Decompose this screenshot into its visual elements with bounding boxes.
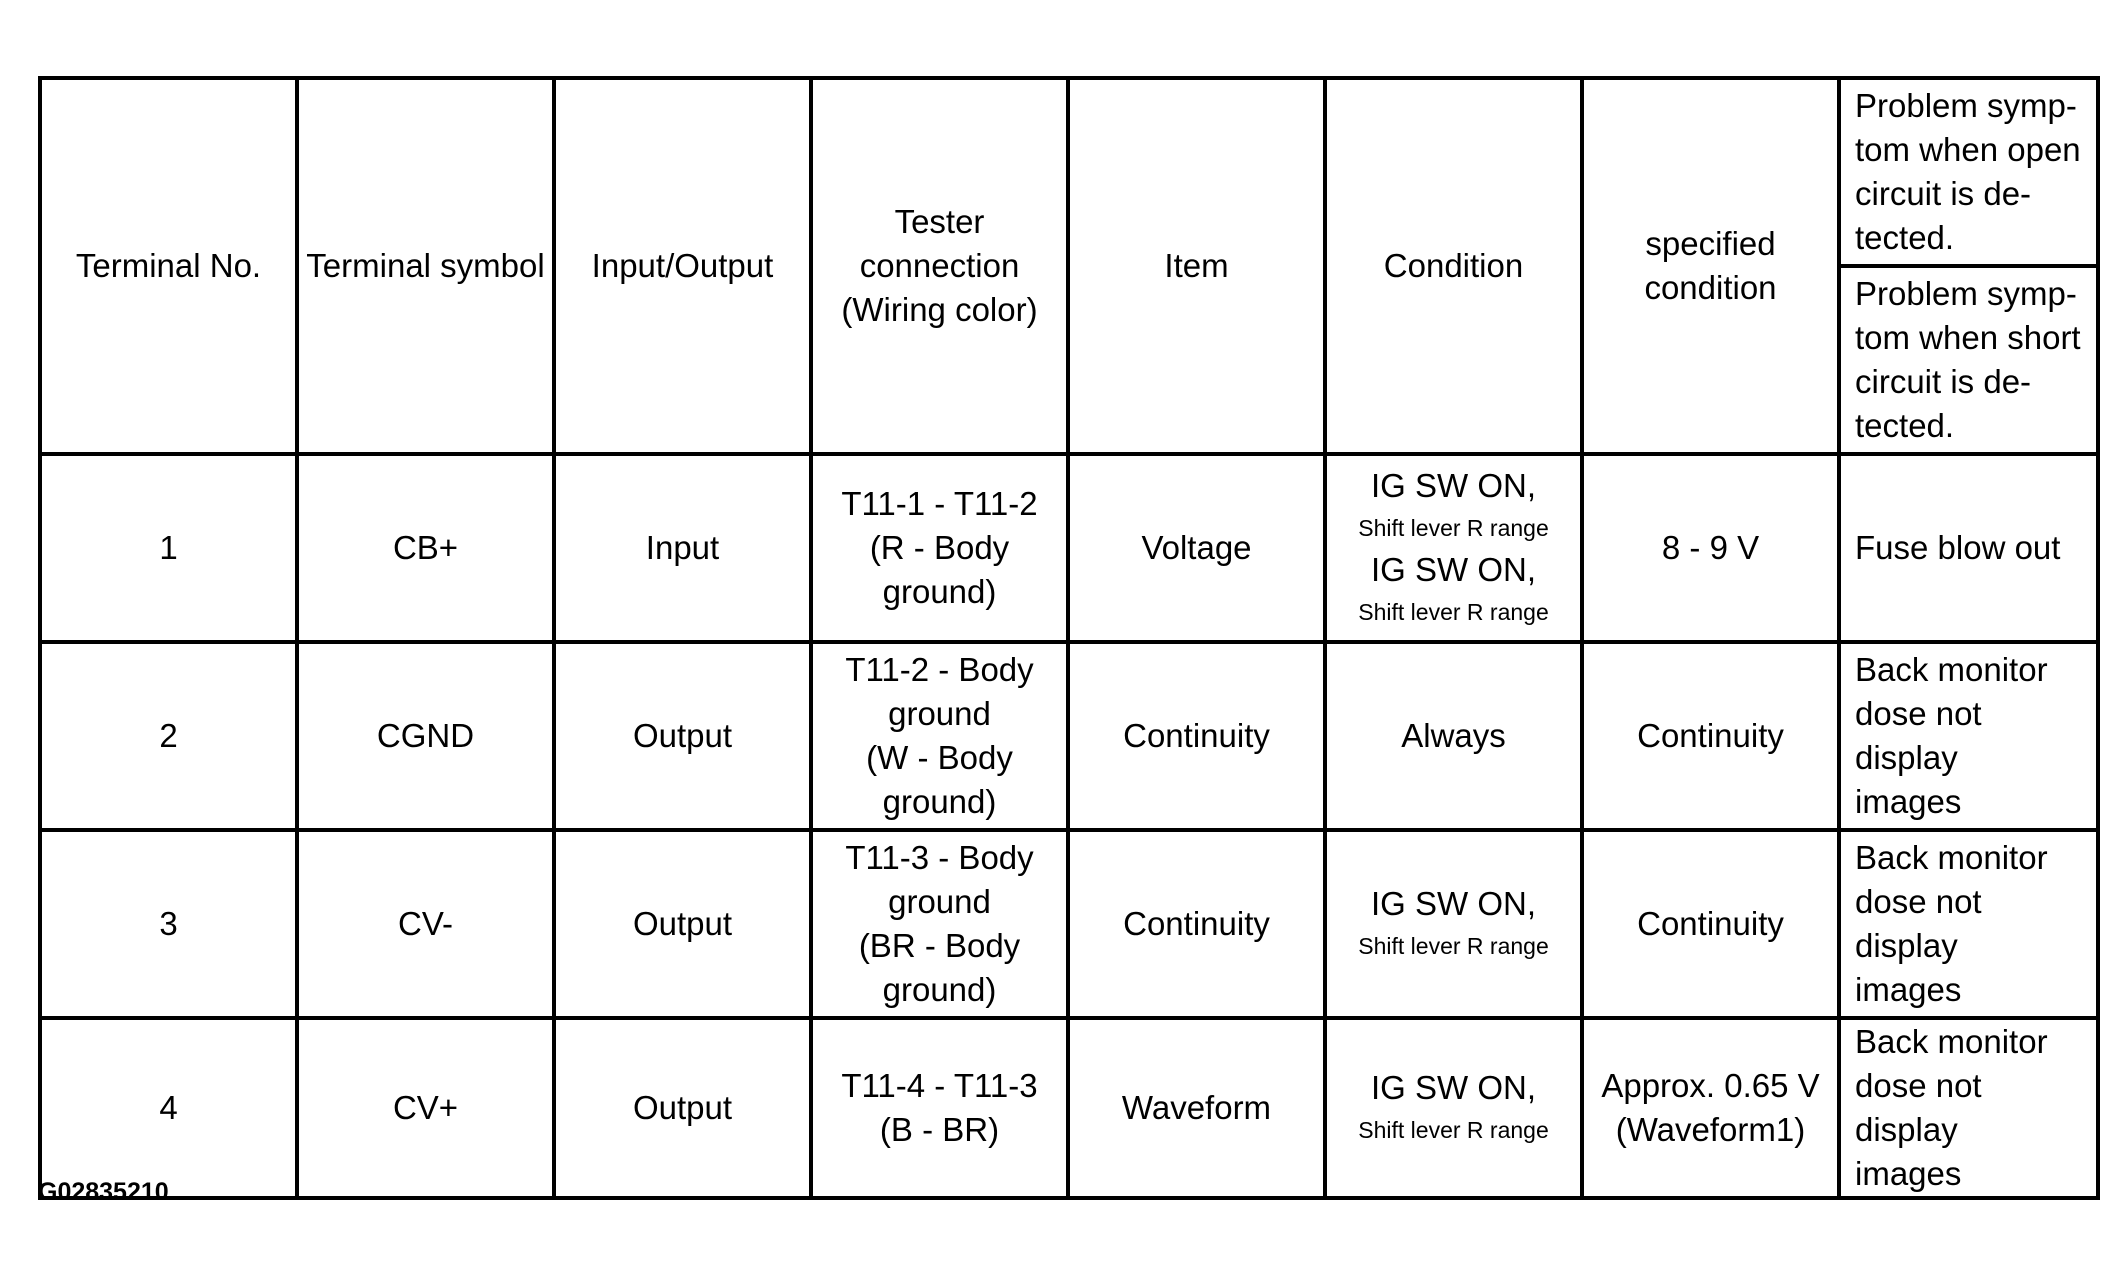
cell-item: Continuity: [1068, 642, 1325, 830]
header-problem-short-line: circuit is de-: [1855, 363, 2032, 400]
cell-terminal-symbol: CB+: [297, 454, 554, 642]
header-tester-line: (Wiring color): [841, 291, 1038, 328]
header-tester-line: connection: [859, 247, 1020, 284]
figure-id: G02835210: [38, 1178, 169, 1206]
cell-terminal-symbol: CV+: [297, 1018, 554, 1198]
header-problem-short: [1839, 266, 2098, 454]
problem-line: Back monitor: [1855, 839, 2048, 876]
header-specified-line: specified: [1645, 225, 1776, 262]
cell-input-output: Output: [554, 1018, 811, 1198]
problem-line: dose not display: [1855, 883, 1982, 964]
header-problem-open-line: tected.: [1855, 219, 1955, 256]
tester-line: (BR - Body: [858, 927, 1021, 964]
condition-sub: Shift lever R range: [1358, 515, 1549, 541]
problem-line: Back monitor: [1855, 1023, 2048, 1060]
tester-line: T11-3 - Body: [845, 839, 1034, 876]
cell-tester-connection: [811, 642, 1068, 830]
tester-line: T11-4 - T11-3: [841, 1067, 1038, 1104]
specified-line: Continuity: [1637, 717, 1784, 754]
cell-problem: [1839, 454, 2098, 642]
header-problem-open-line: tom when open: [1855, 131, 2081, 168]
tester-line: T11-2 - Body: [845, 651, 1034, 688]
header-problem-open-line: circuit is de-: [1855, 175, 2032, 212]
cell-item: Continuity: [1068, 830, 1325, 1018]
header-problem-open-line: Problem symp-: [1855, 87, 2077, 124]
cell-terminal-no: 3: [40, 830, 297, 1018]
tester-line: (W - Body: [866, 739, 1013, 776]
cell-condition: [1325, 830, 1582, 1018]
condition-sub: Shift lever R range: [1358, 933, 1549, 959]
cell-terminal-symbol: CGND: [297, 642, 554, 830]
cell-terminal-no: 1: [40, 454, 297, 642]
tester-line: (B - BR): [879, 1111, 1000, 1148]
table-row: [40, 454, 2098, 642]
header-tester-connection: [811, 78, 1068, 454]
cell-condition: [1325, 642, 1582, 830]
cell-terminal-symbol: CV-: [297, 830, 554, 1018]
header-problem-open: [1839, 78, 2098, 266]
condition-main: IG SW ON,: [1371, 885, 1536, 922]
cell-problem: [1839, 642, 2098, 830]
problem-line: images: [1855, 1155, 1962, 1192]
problem-line: Back monitor: [1855, 651, 2048, 688]
condition-main: IG SW ON,: [1371, 467, 1536, 504]
header-terminal-no: Terminal No.: [40, 78, 297, 454]
specified-line: Continuity: [1637, 905, 1784, 942]
header-specified-line: condition: [1644, 269, 1777, 306]
header-terminal-symbol: Terminal symbol: [297, 78, 554, 454]
table-row: [40, 1018, 2098, 1198]
problem-line: images: [1855, 783, 1962, 820]
cell-terminal-no: 4: [40, 1018, 297, 1198]
tester-line: (R - Body: [869, 529, 1010, 566]
cell-problem: [1839, 830, 2098, 1018]
header-condition: Condition: [1325, 78, 1582, 454]
problem-line: Fuse blow out: [1855, 529, 2061, 566]
cell-condition: [1325, 1018, 1582, 1198]
tester-line: ground): [882, 783, 997, 820]
header-problem-short-line: tected.: [1855, 407, 1955, 444]
problem-line: dose not display: [1855, 695, 1982, 776]
header-row: [40, 78, 2098, 266]
cell-condition: [1325, 454, 1582, 642]
header-input-output: Input/Output: [554, 78, 811, 454]
cell-tester-connection: [811, 830, 1068, 1018]
cell-specified-condition: [1582, 1018, 1839, 1198]
specified-line: Approx. 0.65 V: [1601, 1067, 1820, 1104]
cell-item: Waveform: [1068, 1018, 1325, 1198]
cell-input-output: Output: [554, 642, 811, 830]
cell-specified-condition: [1582, 454, 1839, 642]
cell-input-output: Input: [554, 454, 811, 642]
table-row: [40, 642, 2098, 830]
tester-line: T11-1 - T11-2: [841, 485, 1038, 522]
tester-line: ground: [888, 883, 991, 920]
specified-line: 8 - 9 V: [1661, 529, 1760, 566]
cell-item: Voltage: [1068, 454, 1325, 642]
condition-sub: Shift lever R range: [1358, 1117, 1549, 1143]
cell-specified-condition: [1582, 642, 1839, 830]
specified-line: (Waveform1): [1615, 1111, 1806, 1148]
tester-line: ground): [882, 971, 997, 1008]
cell-input-output: Output: [554, 830, 811, 1018]
condition-main: IG SW ON,: [1371, 551, 1536, 588]
header-problem-short-line: tom when short: [1855, 319, 2081, 356]
table-row: [40, 830, 2098, 1018]
header-tester-line: Tester: [894, 203, 985, 240]
cell-problem: [1839, 1018, 2098, 1198]
problem-line: dose not display: [1855, 1067, 1982, 1148]
tester-line: ground): [882, 573, 997, 610]
condition-sub: Shift lever R range: [1358, 599, 1549, 625]
header-specified-condition: [1582, 78, 1839, 454]
header-problem-short-line: Problem symp-: [1855, 275, 2077, 312]
condition-main: IG SW ON,: [1371, 1069, 1536, 1106]
terminal-spec-table: [38, 76, 2100, 1200]
tester-line: ground: [888, 695, 991, 732]
header-item: Item: [1068, 78, 1325, 454]
problem-line: images: [1855, 971, 1962, 1008]
condition-main: Always: [1401, 717, 1506, 754]
cell-terminal-no: 2: [40, 642, 297, 830]
cell-tester-connection: [811, 1018, 1068, 1198]
cell-tester-connection: [811, 454, 1068, 642]
cell-specified-condition: [1582, 830, 1839, 1018]
